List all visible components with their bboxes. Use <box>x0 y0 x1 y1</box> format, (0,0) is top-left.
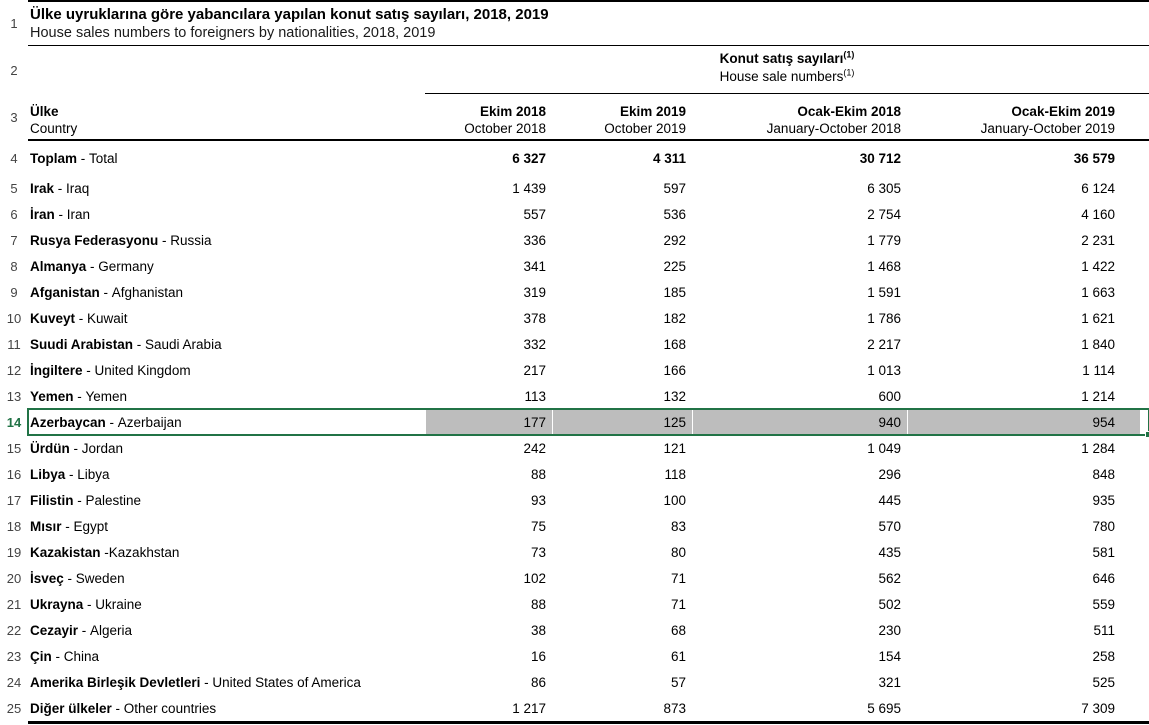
row-number[interactable]: 24 <box>6 674 22 690</box>
value-cell[interactable]: 511 <box>1093 622 1115 638</box>
country-name-tr: İngiltere <box>30 362 83 378</box>
country-cell[interactable] <box>28 305 425 331</box>
row-number[interactable]: 16 <box>6 466 22 482</box>
value-cell[interactable]: 1 840 <box>1081 336 1115 352</box>
value-cell[interactable]: 57 <box>670 674 686 690</box>
value-cell[interactable]: 93 <box>530 492 546 508</box>
row-number[interactable]: 12 <box>6 362 22 378</box>
country-name-tr: Amerika Birleşik Devletleri <box>30 674 201 690</box>
value-cell[interactable]: 378 <box>523 310 546 326</box>
country-name-sep: - <box>111 700 124 716</box>
table-row <box>0 539 1149 565</box>
row-number[interactable]: 20 <box>6 570 22 586</box>
value-cell[interactable]: 1 114 <box>1082 362 1115 378</box>
value-cell[interactable]: 168 <box>663 336 686 352</box>
country-cell[interactable] <box>28 591 425 617</box>
value-cell[interactable]: 1 591 <box>867 284 901 300</box>
country-name-en: Azerbaijan <box>117 414 182 430</box>
row-number[interactable]: 9 <box>10 284 18 300</box>
value-cell[interactable]: 581 <box>1092 544 1115 560</box>
value-cell[interactable]: 1 284 <box>1081 440 1115 456</box>
value-cell[interactable]: 166 <box>663 362 686 378</box>
column-header-october-2019[interactable]: Ekim 2019 October 2019 <box>604 104 686 136</box>
country-name-en: Kuwait <box>87 310 128 326</box>
value-cell[interactable]: 68 <box>670 622 686 638</box>
value-cell[interactable]: 225 <box>663 258 686 274</box>
country-name-sep: - <box>63 570 76 586</box>
country-name-tr: Diğer ülkeler <box>30 700 112 716</box>
value-cell[interactable]: 1 422 <box>1081 258 1115 274</box>
value-cell[interactable]: 185 <box>663 284 686 300</box>
row-number[interactable]: 22 <box>6 622 22 638</box>
country-name-sep: - <box>133 336 146 352</box>
value-cell[interactable]: 597 <box>663 180 686 196</box>
country-name-tr: Cezayir <box>30 622 79 638</box>
value-cell[interactable]: 1 439 <box>512 180 546 196</box>
country-name-en: Palestine <box>85 492 142 508</box>
value-cell[interactable]: 940 <box>692 409 907 435</box>
value-cell[interactable]: 88 <box>530 596 546 612</box>
country-cell[interactable] <box>28 513 425 539</box>
country-cell[interactable] <box>28 695 425 721</box>
group-header-turkish: Konut satış sayıları$^{(1)}$ <box>719 49 855 66</box>
country-cell[interactable] <box>28 643 425 669</box>
country-name-tr: Suudi Arabistan <box>30 336 134 352</box>
country-name-tr: Kazakistan <box>30 544 101 560</box>
value-cell[interactable]: 1 621 <box>1081 310 1115 326</box>
value-cell[interactable]: 1 786 <box>867 310 901 326</box>
table-row <box>0 487 1149 513</box>
value-cell[interactable]: 36 579 <box>1073 150 1115 166</box>
title-row <box>0 0 1149 46</box>
country-name-sep: - <box>105 414 118 430</box>
value-cell[interactable]: 121 <box>663 440 686 456</box>
country-cell[interactable] <box>28 201 425 227</box>
table-row <box>0 513 1149 539</box>
table-row <box>0 357 1149 383</box>
row-number[interactable]: 2 <box>10 62 18 78</box>
value-cell[interactable]: 341 <box>523 258 546 274</box>
country-name-en: Russia <box>170 232 212 248</box>
country-cell[interactable] <box>28 331 425 357</box>
country-name-sep: - <box>100 544 109 560</box>
table-row <box>0 201 1149 227</box>
country-name-sep: - <box>78 622 91 638</box>
value-cell[interactable]: 6 305 <box>867 180 901 196</box>
value-cell[interactable]: 557 <box>523 206 546 222</box>
value-cell[interactable]: 296 <box>878 466 901 482</box>
value-cell[interactable]: 873 <box>663 700 686 716</box>
total-row <box>0 141 1149 175</box>
country-name-en: Total <box>89 150 118 166</box>
value-cell[interactable]: 562 <box>878 570 901 586</box>
country-name-sep: - <box>54 206 67 222</box>
value-cell[interactable]: 292 <box>663 232 686 248</box>
table-row <box>0 331 1149 357</box>
value-cell[interactable]: 600 <box>878 388 901 404</box>
value-cell[interactable]: 319 <box>523 284 546 300</box>
table-row <box>0 643 1149 669</box>
country-cell[interactable] <box>28 617 425 643</box>
value-cell[interactable]: 1 779 <box>867 232 901 248</box>
group-header[interactable] <box>425 46 1149 94</box>
group-header-spacer <box>28 46 425 94</box>
table-body <box>0 175 1149 721</box>
column-header-october-2018[interactable]: Ekim 2018 October 2018 <box>464 104 546 136</box>
table-title-english: House sales numbers to foreigners by nationalities, 2018, 2019 <box>30 25 436 41</box>
value-cell[interactable]: 83 <box>670 518 686 534</box>
table-row <box>0 383 1149 409</box>
table-row <box>0 591 1149 617</box>
country-name-en: Iran <box>66 206 91 222</box>
country-name-sep: - <box>82 362 95 378</box>
country-name-tr: Ürdün <box>30 440 70 456</box>
table-row <box>0 175 1149 201</box>
country-cell[interactable] <box>28 279 425 305</box>
country-name-tr: Kuveyt <box>30 310 76 326</box>
value-cell[interactable]: 536 <box>663 206 686 222</box>
value-cell[interactable]: 6 327 <box>512 150 546 166</box>
value-cell[interactable]: 954 <box>907 409 1140 435</box>
value-cell[interactable]: 242 <box>523 440 546 456</box>
row-number[interactable]: 6 <box>10 206 18 222</box>
country-cell[interactable] <box>28 253 425 279</box>
country-name-sep: - <box>200 674 213 690</box>
row-number[interactable]: 8 <box>10 258 18 274</box>
value-cell[interactable]: 71 <box>670 596 686 612</box>
country-name-sep: - <box>73 388 86 404</box>
country-name-tr: Mısır <box>30 518 62 534</box>
value-cell[interactable]: 6 124 <box>1081 180 1115 196</box>
title-cell[interactable] <box>28 0 1149 46</box>
value-cell[interactable]: 570 <box>878 518 901 534</box>
value-cell[interactable]: 525 <box>1092 674 1115 690</box>
country-cell[interactable] <box>28 435 425 461</box>
country-name-sep: - <box>83 596 96 612</box>
table-row <box>0 279 1149 305</box>
row-number[interactable]: 19 <box>6 544 22 560</box>
country-name-sep: - <box>51 648 64 664</box>
row-number[interactable]: 18 <box>6 518 22 534</box>
value-cell[interactable]: 1 468 <box>867 258 901 274</box>
country-name-en: United States of America <box>212 674 361 690</box>
table-row <box>0 253 1149 279</box>
value-cell[interactable]: 182 <box>663 310 686 326</box>
value-cell[interactable]: 86 <box>530 674 546 690</box>
country-name-sep: - <box>73 492 86 508</box>
country-name-sep: - <box>99 284 112 300</box>
country-name-en: Libya <box>77 466 110 482</box>
value-cell[interactable]: 1 013 <box>867 362 901 378</box>
value-cell[interactable]: 16 <box>530 648 546 664</box>
value-cell[interactable]: 2 754 <box>867 206 901 222</box>
country-name-tr: İsveç <box>30 570 64 586</box>
value-cell[interactable]: 321 <box>878 674 901 690</box>
value-cell[interactable]: 100 <box>663 492 686 508</box>
country-name-en: Saudi Arabia <box>145 336 222 352</box>
country-name-tr: Filistin <box>30 492 74 508</box>
value-cell[interactable]: 217 <box>523 362 546 378</box>
value-cell[interactable]: 5 695 <box>867 700 901 716</box>
row-number[interactable]: 5 <box>10 180 18 196</box>
column-header-country[interactable]: Ülke Country <box>30 104 78 136</box>
value-cell[interactable]: 61 <box>670 648 686 664</box>
country-name-en: Algeria <box>90 622 133 638</box>
country-name-sep: - <box>54 180 67 196</box>
value-cell[interactable]: 258 <box>1092 648 1115 664</box>
row-number[interactable]: 10 <box>6 310 22 326</box>
country-name-tr: Irak <box>30 180 55 196</box>
country-name-tr: Azerbaycan <box>30 414 106 430</box>
country-name-sep: - <box>61 518 74 534</box>
value-cell[interactable]: 30 712 <box>859 150 901 166</box>
table-row <box>0 617 1149 643</box>
country-name-tr: Ukrayna <box>30 596 84 612</box>
column-header-jan-oct-2018[interactable]: Ocak-Ekim 2018 January-October 2018 <box>766 104 901 136</box>
country-cell[interactable] <box>28 141 425 175</box>
country-name-en: Other countries <box>123 700 217 716</box>
value-cell[interactable]: 935 <box>1092 492 1115 508</box>
value-cell[interactable]: 80 <box>670 544 686 560</box>
country-name-sep: - <box>69 440 82 456</box>
table-row <box>0 461 1149 487</box>
country-cell[interactable] <box>28 227 425 253</box>
country-name-sep: - <box>75 310 88 326</box>
row-number[interactable]: 4 <box>10 150 18 166</box>
country-name-sep: - <box>158 232 171 248</box>
table-row <box>0 435 1149 461</box>
country-name-sep: - <box>77 150 89 166</box>
country-name-en: Egypt <box>73 518 109 534</box>
row-number[interactable]: 25 <box>6 700 22 716</box>
country-name-tr: İran <box>30 206 55 222</box>
country-name-tr: Toplam <box>30 150 77 166</box>
table-row <box>0 565 1149 591</box>
value-cell[interactable]: 1 217 <box>512 700 546 716</box>
country-name-en: Afghanistan <box>111 284 184 300</box>
value-cell[interactable]: 1 663 <box>1081 284 1115 300</box>
footnote-marker: (1) <box>843 49 855 60</box>
group-header-row <box>0 46 1149 94</box>
row-number[interactable]: 3 <box>10 110 18 125</box>
value-cell[interactable]: 2 217 <box>867 336 901 352</box>
value-cell[interactable]: 336 <box>523 232 546 248</box>
value-cell[interactable]: 38 <box>530 622 546 638</box>
table-row <box>0 409 1149 435</box>
row-number[interactable]: 15 <box>6 440 22 456</box>
country-cell[interactable] <box>28 669 425 695</box>
country-name-en: Iraq <box>66 180 90 196</box>
country-name-en: Kazakhstan <box>108 544 180 560</box>
value-cell[interactable]: 75 <box>530 518 546 534</box>
country-cell[interactable] <box>28 383 425 409</box>
value-cell[interactable]: 113 <box>524 388 546 404</box>
row-number[interactable]: 13 <box>6 388 22 404</box>
row-number[interactable]: 17 <box>6 492 22 508</box>
value-cell[interactable]: 4 160 <box>1081 206 1115 222</box>
value-cell[interactable]: 230 <box>878 622 901 638</box>
row-number[interactable]: 21 <box>6 596 22 612</box>
value-cell[interactable]: 7 309 <box>1081 700 1115 716</box>
country-cell[interactable] <box>28 461 425 487</box>
value-cell[interactable]: 125 <box>552 409 692 435</box>
value-cell[interactable]: 2 231 <box>1081 232 1115 248</box>
country-name-sep: - <box>86 258 99 274</box>
country-cell[interactable] <box>28 487 425 513</box>
country-name-en: China <box>63 648 100 664</box>
column-header-jan-oct-2019[interactable]: Ocak-Ekim 2019 January-October 2019 <box>980 104 1115 136</box>
country-name-tr: Yemen <box>30 388 74 404</box>
country-name-en: Sweden <box>75 570 125 586</box>
country-cell[interactable] <box>28 539 425 565</box>
row-number[interactable]: 14 <box>6 414 22 430</box>
country-name-sep: - <box>65 466 78 482</box>
country-cell[interactable] <box>28 409 425 435</box>
country-name-tr: Çin <box>30 648 52 664</box>
country-name-tr: Afganistan <box>30 284 100 300</box>
country-name-tr: Almanya <box>30 258 87 274</box>
value-cell[interactable]: 132 <box>663 388 686 404</box>
value-cell[interactable]: 4 311 <box>652 150 686 166</box>
column-header-row <box>0 94 1149 141</box>
value-cell[interactable]: 71 <box>670 570 686 586</box>
country-name-tr: Libya <box>30 466 66 482</box>
value-cell[interactable]: 73 <box>530 544 546 560</box>
country-cell[interactable] <box>28 175 425 201</box>
table-row <box>0 227 1149 253</box>
table-title-turkish: Ülke uyruklarına göre yabancılara yapılan konut satış sayıları, 2018, 2019 <box>30 6 549 23</box>
value-cell[interactable]: 780 <box>1092 518 1115 534</box>
table-row <box>0 305 1149 331</box>
group-header-english: House sale numbers$^{(1)}$ <box>719 67 855 84</box>
value-cell[interactable]: 1 214 <box>1081 388 1115 404</box>
country-name-tr: Rusya Federasyonu <box>30 232 159 248</box>
country-name-en: Jordan <box>81 440 124 456</box>
table-row <box>0 669 1149 695</box>
country-cell[interactable] <box>28 357 425 383</box>
country-name-en: Germany <box>98 258 154 274</box>
country-name-en: Ukraine <box>95 596 142 612</box>
country-name-en: Yemen <box>85 388 128 404</box>
value-cell[interactable]: 118 <box>664 466 686 482</box>
table-row <box>0 695 1149 721</box>
value-cell[interactable]: 502 <box>878 596 901 612</box>
value-cell[interactable]: 1 049 <box>867 440 901 456</box>
value-cell[interactable]: 435 <box>878 544 901 560</box>
row-number[interactable]: 23 <box>6 648 22 664</box>
table-bottom-border <box>28 721 1149 724</box>
value-cell[interactable]: 102 <box>523 570 546 586</box>
value-cell[interactable]: 445 <box>878 492 901 508</box>
value-cell[interactable]: 646 <box>1092 570 1115 586</box>
row-number[interactable]: 1 <box>10 15 18 31</box>
value-cell[interactable]: 332 <box>523 336 546 352</box>
value-cell[interactable]: 559 <box>1092 596 1115 612</box>
country-cell[interactable] <box>28 565 425 591</box>
value-cell[interactable]: 848 <box>1092 466 1115 482</box>
row-number[interactable]: 11 <box>7 336 21 352</box>
row-number[interactable]: 7 <box>10 232 18 248</box>
country-name-en: United Kingdom <box>94 362 191 378</box>
footnote-marker: (1) <box>843 67 855 78</box>
value-cell[interactable]: 177 <box>425 409 552 435</box>
value-cell[interactable]: 88 <box>530 466 546 482</box>
value-cell[interactable]: 154 <box>878 648 901 664</box>
